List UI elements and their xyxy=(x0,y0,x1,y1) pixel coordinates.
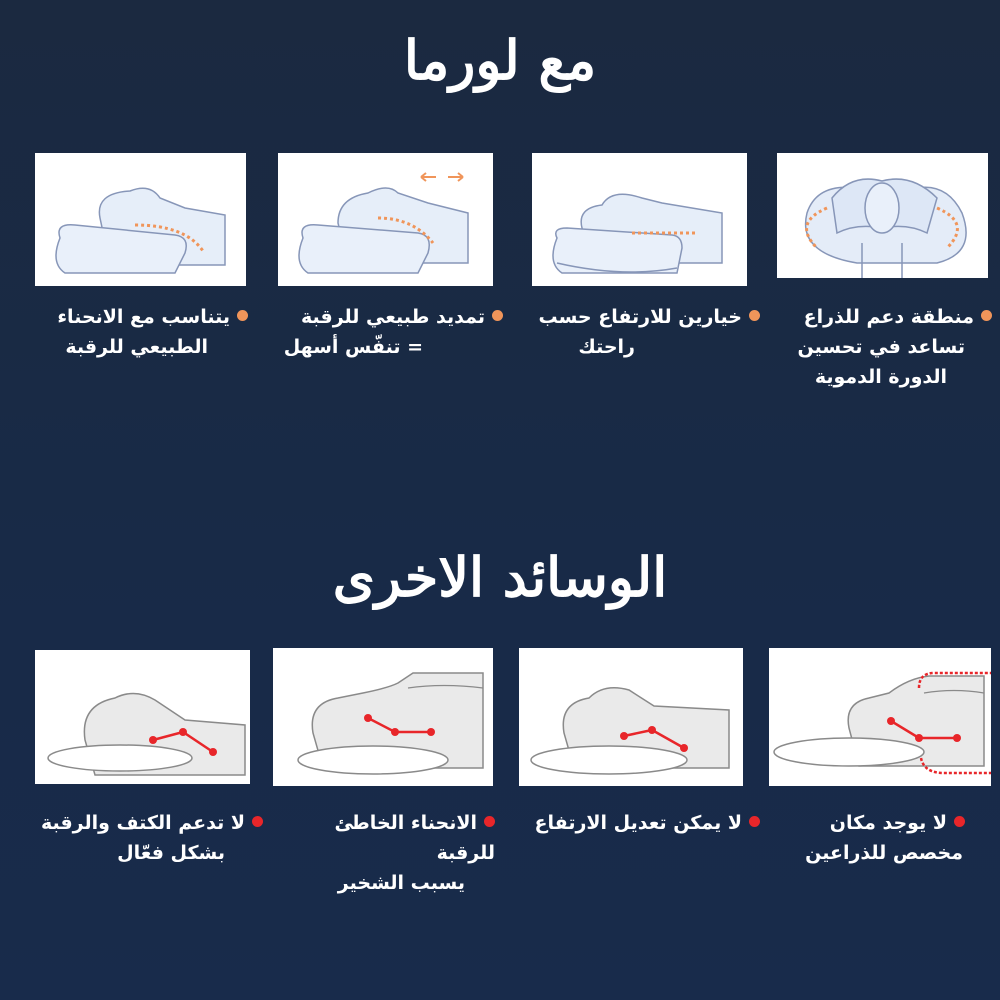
bullet-icon xyxy=(749,816,760,827)
other-feature-3-caption: الانحناء الخاطئ للرقبة يسبب الشخير xyxy=(334,812,495,894)
other-no-arm-space-illustration xyxy=(769,648,991,786)
other-feature-1-caption: لا يوجد مكان مخصص للذراعين xyxy=(805,812,963,864)
lorma-feature-4-caption: يتناسب مع الانحناء الطبيعي للرقبة xyxy=(28,302,248,362)
lorma-heading: مع لورما xyxy=(403,28,597,92)
lorma-feature-3-caption: تمديد طبيعي للرقبة = تنفّس أسهل xyxy=(283,302,503,362)
other-feature-2-caption: لا يمكن تعديل الارتفاع xyxy=(520,808,760,838)
lorma-feature-1-caption: منطقة دعم للذراع تساعد في تحسين الدورة الدموية xyxy=(787,302,992,392)
lorma-feature-2-caption: خيارين للارتفاع حسب راحتك xyxy=(530,302,760,362)
lorma-two-heights-illustration xyxy=(532,153,747,286)
bullet-icon xyxy=(252,816,263,827)
bullet-icon xyxy=(484,816,495,827)
other-wrong-curve-illustration xyxy=(273,648,493,786)
bullet-icon xyxy=(954,816,965,827)
other-pillows-heading: الوسائد الاخرى xyxy=(332,545,668,609)
other-feature-4-caption: لا تدعم الكتف والرقبة بشكل فعّال xyxy=(38,808,263,868)
bullet-icon xyxy=(981,310,992,321)
bullet-icon xyxy=(749,310,760,321)
other-poor-support-illustration xyxy=(35,650,250,784)
lorma-natural-curve-illustration xyxy=(35,153,246,286)
lorma-neck-stretch-illustration xyxy=(278,153,493,286)
bullet-icon xyxy=(492,310,503,321)
other-fixed-height-illustration xyxy=(519,648,743,786)
lorma-arm-support-illustration xyxy=(777,153,988,278)
bullet-icon xyxy=(237,310,248,321)
